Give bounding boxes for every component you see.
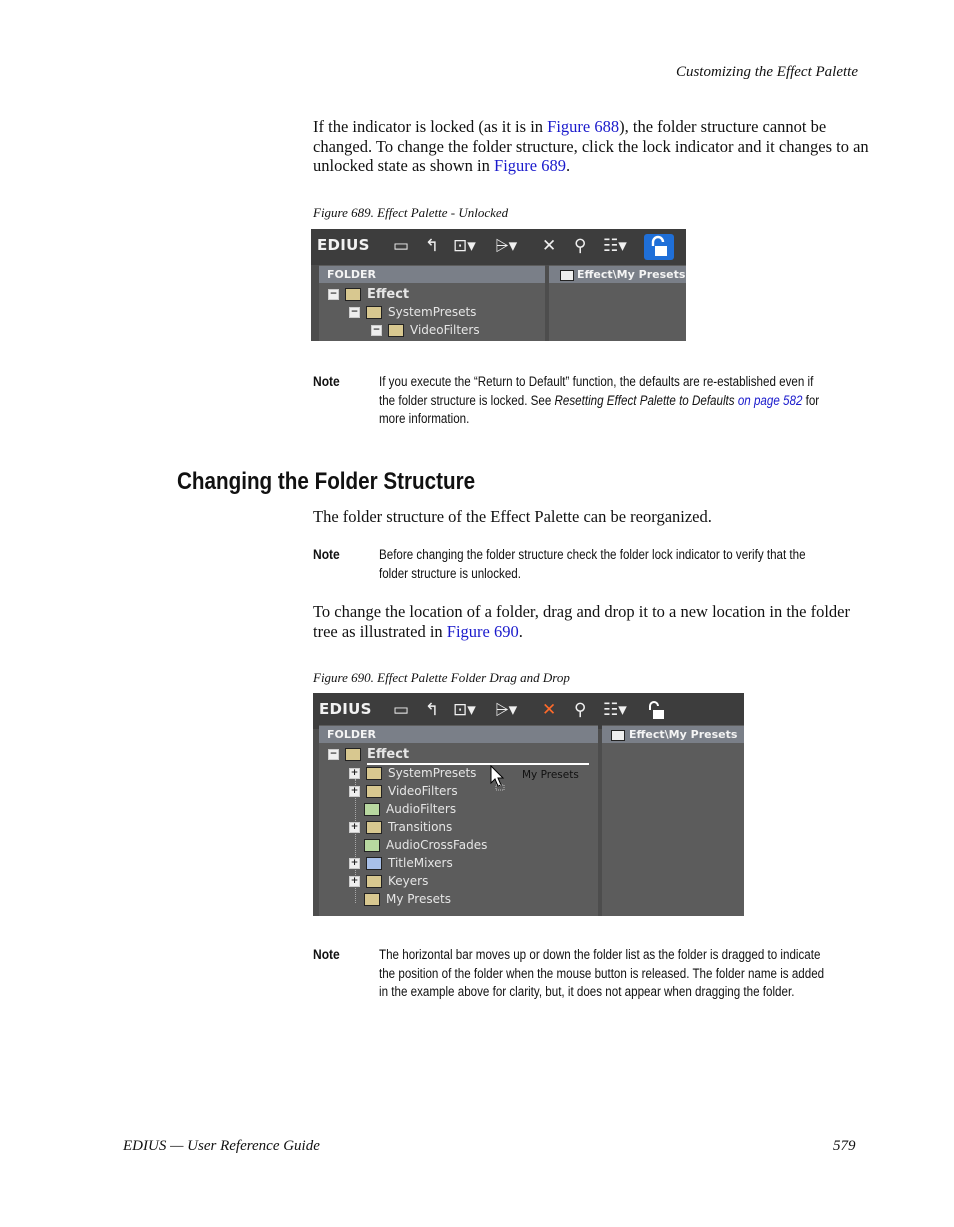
folder-icon — [611, 730, 625, 741]
folder-icon — [364, 839, 380, 852]
collapse-icon[interactable]: − — [329, 749, 338, 759]
properties-icon[interactable]: ⚲ — [574, 700, 587, 720]
note-text: If you execute the “Return to Default” function, the defaults are re-established even if the folder structure is locked. See Resetting Effect Palette to Defaults on page 582 for more information. — [379, 374, 820, 426]
tree-item[interactable]: My Presets — [364, 890, 451, 908]
figure-689-screenshot — [311, 229, 686, 341]
expand-icon[interactable]: + — [350, 786, 359, 796]
tree-item[interactable]: + Transitions — [350, 820, 453, 834]
folder-icon — [345, 288, 361, 301]
note-label: Note — [313, 946, 340, 962]
edius-logo: EDIUS — [319, 700, 372, 718]
expand-icon[interactable]: + — [350, 768, 359, 778]
drag-drop-paragraph: To change the location of a folder, drag and drop it to a new location in the folder tree as illustrated in Figure 690. — [313, 602, 850, 641]
intro-text-2: ), the folder structure cannot be changed. To change the folder structure, click the lock indicator and it changes to an unlocked state as shown in — [313, 117, 869, 175]
note-text: The horizontal bar moves up or down the folder list as the folder is dragged to indicate the position of the folder when the mouse button is released. The folder name is added in the example above for clarity, but, it does not appear when dragging the folder. — [379, 947, 825, 999]
figure-689-caption: Figure 689. Effect Palette - Unlocked — [313, 205, 509, 220]
figure-689-link[interactable]: Figure 689 — [494, 156, 566, 175]
delete-icon[interactable]: ✕ — [542, 700, 557, 720]
lock-unlocked-icon[interactable] — [644, 234, 674, 260]
folder-panel-header: FOLDER — [319, 726, 598, 743]
folder-icon — [366, 785, 382, 798]
tree-item[interactable]: AudioCrossFades — [364, 836, 487, 854]
tree-item[interactable]: AudioFilters — [364, 800, 456, 818]
properties-icon[interactable]: ⚲ — [574, 236, 587, 256]
reset-reference: Resetting Effect Palette to Defaults — [554, 392, 735, 408]
folder-icon — [366, 857, 382, 870]
folder-icon — [366, 875, 382, 888]
up-folder-icon[interactable]: ↰ — [425, 236, 440, 256]
import-icon[interactable]: ⩥▾ — [495, 236, 518, 256]
figure-690-screenshot — [313, 693, 744, 916]
folder-icon — [560, 270, 574, 281]
edius-logo: EDIUS — [317, 236, 370, 254]
tree-item[interactable]: + Keyers — [350, 874, 429, 888]
toolbar — [311, 229, 686, 265]
figure-690-link[interactable]: Figure 690 — [446, 621, 519, 641]
folder-icon — [366, 821, 382, 834]
new-folder-icon[interactable]: ▭ — [393, 700, 410, 720]
intro-text-1: If the indicator is locked (as it is in — [313, 117, 548, 136]
import-icon[interactable]: ⩥▾ — [495, 700, 518, 720]
tree-item[interactable]: + TitleMixers — [350, 856, 453, 870]
collapse-icon[interactable]: − — [372, 325, 381, 335]
footer-title: EDIUS — User Reference Guide — [123, 1138, 320, 1154]
page-582-link[interactable]: on page 582 — [737, 392, 803, 408]
page-number: 579 — [833, 1138, 856, 1154]
running-header: Customizing the Effect Palette — [675, 64, 858, 80]
folder-icon — [388, 324, 404, 337]
tree-item-effect[interactable]: − Effect — [329, 747, 410, 762]
mouse-cursor-icon — [490, 765, 506, 795]
figure-688-link[interactable]: Figure 688 — [547, 117, 620, 136]
tree-item[interactable]: + VideoFilters — [350, 784, 458, 798]
collapse-icon[interactable]: − — [329, 289, 338, 299]
preset-panel — [602, 725, 744, 916]
collapse-icon[interactable]: − — [350, 307, 359, 317]
tree-item-effect[interactable]: − Effect — [329, 287, 410, 302]
folder-icon — [366, 306, 382, 319]
expand-icon[interactable]: + — [350, 876, 359, 886]
intro-paragraph — [313, 117, 873, 176]
folder-icon — [364, 893, 380, 906]
view-menu-icon[interactable]: ☷▾ — [603, 236, 627, 256]
drag-label: My Presets — [522, 769, 579, 781]
delete-icon[interactable]: ✕ — [542, 236, 557, 256]
new-folder-icon[interactable]: ▭ — [393, 236, 410, 256]
intro-text-3: . — [565, 156, 571, 175]
up-folder-icon[interactable]: ↰ — [425, 700, 440, 720]
view-menu-icon[interactable]: ☷▾ — [603, 700, 627, 720]
toolbar — [313, 693, 744, 729]
figure-690-caption: Figure 690. Effect Palette Folder Drag and Drop — [313, 670, 570, 685]
expand-icon[interactable]: + — [350, 858, 359, 868]
folder-icon — [366, 767, 382, 780]
folder-icon — [345, 748, 361, 761]
folder-panel-header: FOLDER — [319, 266, 545, 283]
preset-panel-header: Effect\My Presets — [602, 726, 744, 743]
expand-icon[interactable]: + — [350, 822, 359, 832]
note-label: Note — [313, 373, 340, 389]
note-label: Note — [313, 546, 340, 562]
folder-icon — [364, 803, 380, 816]
lock-unlocked-icon[interactable] — [647, 701, 667, 725]
preset-panel-header: Effect\My Presets — [549, 266, 686, 283]
folder-menu-icon[interactable]: ⊡▾ — [453, 236, 476, 256]
tree-item[interactable]: + SystemPresets — [350, 766, 477, 780]
section-title: Changing the Folder Structure — [177, 468, 476, 495]
section-paragraph: The folder structure of the Effect Palette can be reorganized. — [313, 507, 712, 526]
tree-item-videofilters[interactable]: − VideoFilters — [372, 323, 480, 337]
note-text: Before changing the folder structure check the folder lock indicator to verify that the folder structure is unlocked. — [379, 547, 806, 581]
folder-menu-icon[interactable]: ⊡▾ — [453, 700, 476, 720]
tree-item-systempresets[interactable]: − SystemPresets — [350, 305, 477, 319]
